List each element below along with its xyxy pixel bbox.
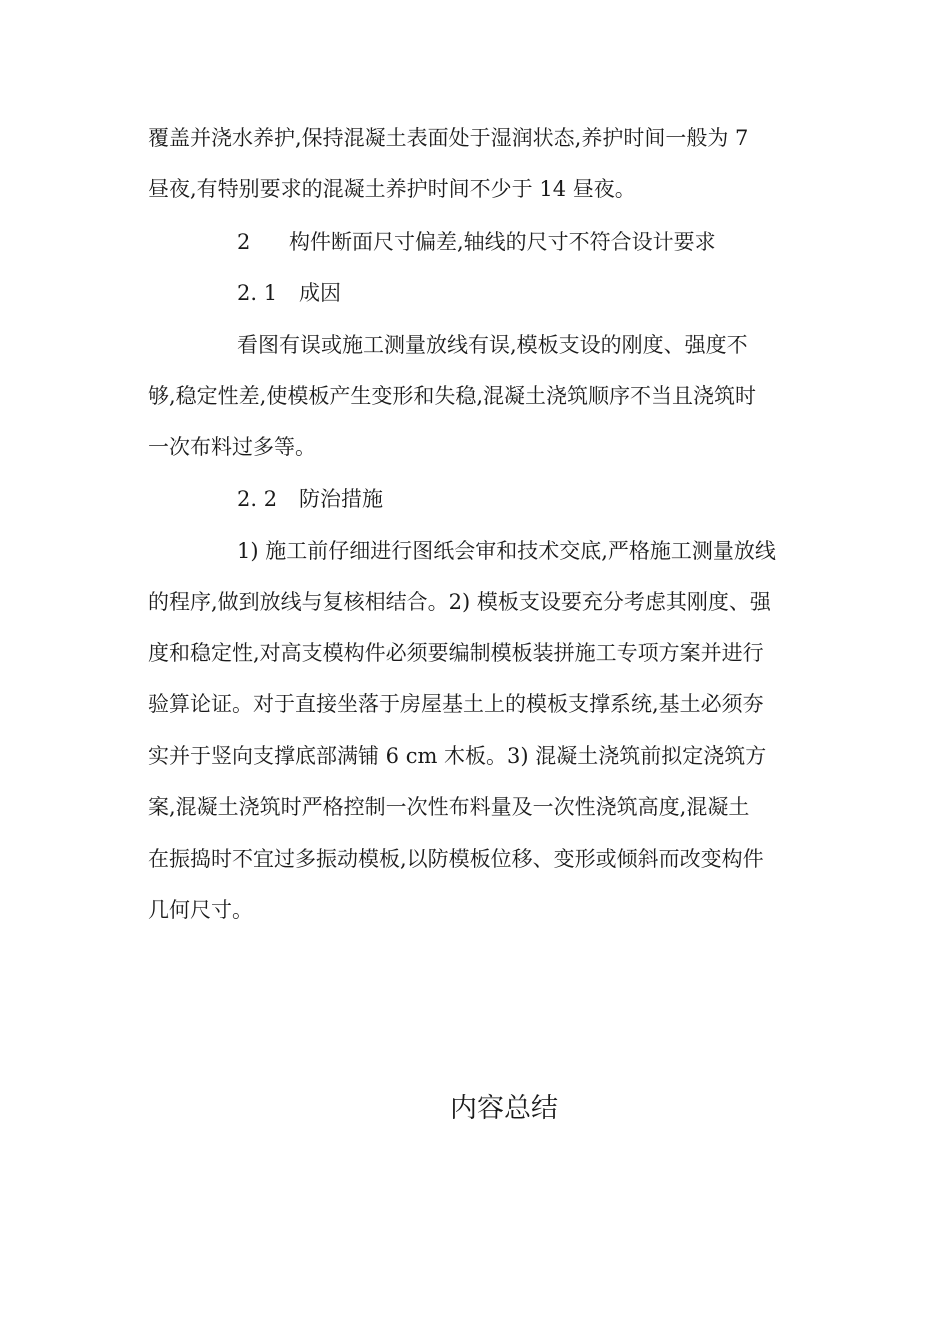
summary-title: 内容总结 [450, 1093, 558, 1124]
paragraph-line: 看图有误或施工测量放线有误,模板支设的刚度、强度不 [237, 333, 748, 357]
paragraph-line: 1) 施工前仔细进行图纸会审和技术交底,严格施工测量放线 [237, 539, 776, 563]
heading-text: 成因 [299, 281, 341, 305]
heading-text: 防治措施 [299, 487, 383, 511]
paragraph-line: 覆盖并浇水养护,保持混凝土表面处于湿润状态,养护时间一般为 7 [148, 126, 749, 150]
paragraph-line: 昼夜,有特别要求的混凝土养护时间不少于 14 昼夜。 [148, 177, 636, 201]
paragraph-line: 在振捣时不宜过多振动模板,以防模板位移、变形或倾斜而改变构件 [148, 847, 764, 871]
paragraph-line: 几何尺寸。 [148, 898, 253, 922]
paragraph-line: 案,混凝土浇筑时严格控制一次性布料量及一次性浇筑高度,混凝土 [148, 795, 750, 819]
paragraph-line: 实并于竖向支撑底部满铺 6 cm 木板。3) 混凝土浇筑前拟定浇筑方 [148, 744, 767, 768]
paragraph-line: 度和稳定性,对高支模构件必须要编制模板装拼施工专项方案并进行 [148, 641, 764, 665]
section-heading-2-2 [237, 485, 807, 513]
heading-number: 2 [237, 230, 251, 254]
section-heading-2-1 [237, 279, 807, 307]
heading-text: 构件断面尺寸偏差,轴线的尺寸不符合设计要求 [289, 230, 716, 254]
heading-number: 2. 2 [237, 487, 278, 511]
heading-number: 2. 1 [237, 281, 278, 305]
paragraph-line: 的程序,做到放线与复核相结合。2) 模板支设要充分考虑其刚度、强 [148, 590, 771, 614]
paragraph-line: 验算论证。对于直接坐落于房屋基土上的模板支撑系统,基土必须夯 [148, 692, 764, 716]
paragraph-line: 一次布料过多等。 [148, 435, 316, 459]
section-heading-2 [237, 228, 807, 256]
paragraph-line: 够,稳定性差,使模板产生变形和失稳,混凝土浇筑顺序不当且浇筑时 [148, 384, 757, 408]
